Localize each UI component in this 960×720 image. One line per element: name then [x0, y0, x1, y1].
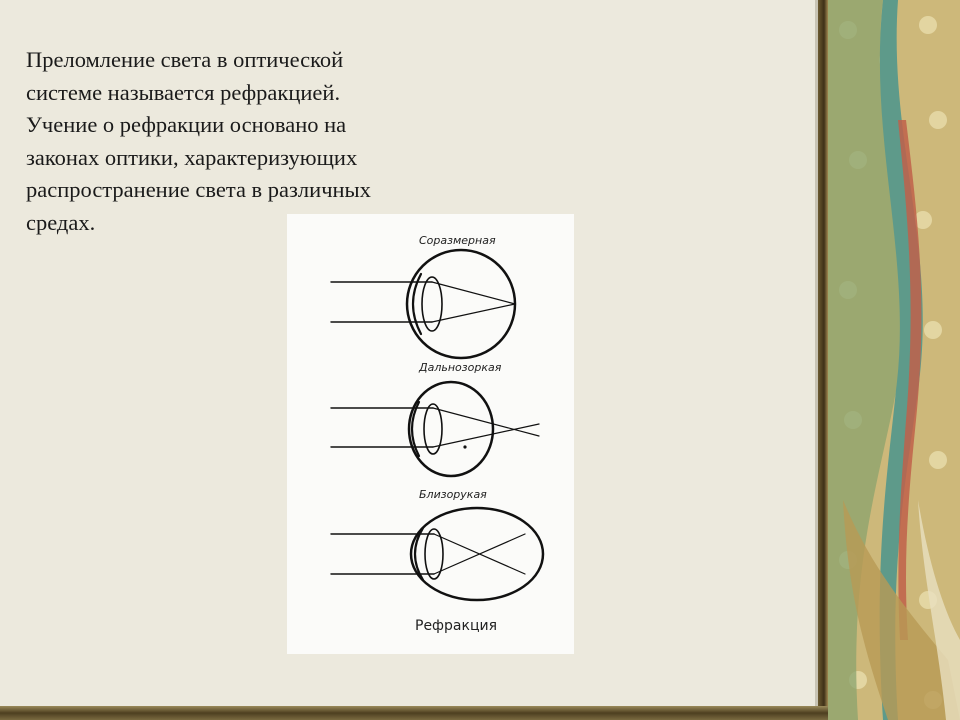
frame-divider	[818, 0, 828, 720]
figure-caption: Рефракция	[415, 618, 497, 634]
refraction-figure	[287, 214, 574, 654]
eyeball-far	[409, 382, 493, 476]
refracted-far-bottom	[433, 424, 539, 447]
eye-near	[331, 488, 543, 600]
slide-body-text: Преломление света в оптической системе называется рефракцией. Учение о рефракции основано на законах оптики, характеризующих распространение света в различных средах.	[26, 47, 371, 235]
eyeball-normal	[407, 250, 515, 358]
focal-point-far	[463, 445, 466, 448]
frame-bottom	[0, 706, 828, 720]
label-far: Дальнозоркая	[419, 361, 502, 374]
eye-normal	[331, 234, 515, 358]
label-near: Близорукая	[419, 488, 487, 501]
eye-refraction-diagram	[287, 214, 574, 654]
refracted-normal-top	[432, 282, 515, 304]
decorative-ribbon-border	[828, 0, 960, 720]
refracted-normal-bottom	[432, 304, 515, 322]
lens-normal	[422, 277, 442, 331]
eyeball-near	[411, 508, 543, 600]
eye-far	[331, 361, 539, 476]
label-normal: Соразмерная	[419, 234, 496, 247]
refracted-far-top	[433, 408, 539, 436]
cornea-normal	[413, 274, 421, 334]
